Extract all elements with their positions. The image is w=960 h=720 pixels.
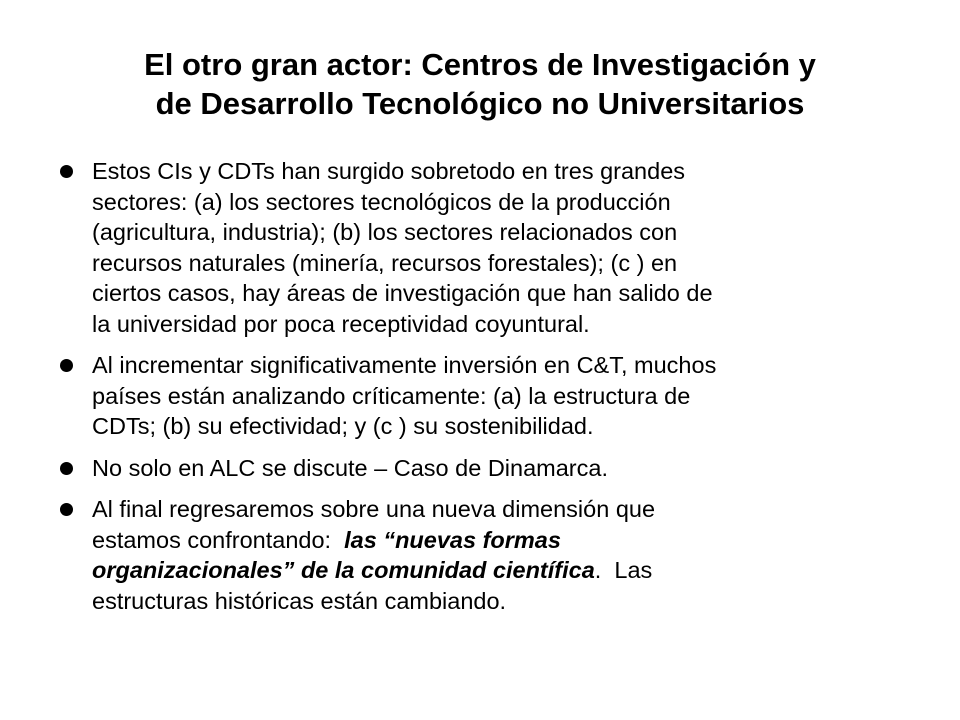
bullet-3-line-1: No solo en ALC se discute – Caso de Dinamarca. (92, 454, 608, 481)
bullet-1-line-5: ciertos casos, hay áreas de investigación que han salido de (92, 280, 713, 306)
bullet-item-2 (60, 350, 870, 442)
bullet-item-4 (60, 494, 870, 616)
bullet-1-line-6: la universidad por poca receptividad coyuntural. (92, 310, 590, 337)
title-line-1: El otro gran actor: Centros de Investigación y (144, 47, 816, 82)
bullet-dot-icon (60, 165, 73, 178)
bullet-2-line-1: Al incrementar significativamente inversión en C&T, muchos (92, 352, 717, 378)
bullet-4-line-3-plain: . Las (594, 557, 653, 583)
bullet-1-line-1: Estos CIs y CDTs han surgido sobretodo en tres grandes (92, 158, 686, 184)
bullet-4-line-3-emphasis: organizacionales” de la comunidad científica (92, 557, 595, 583)
bullet-4-line-2-plain: estamos confrontando: (92, 526, 345, 553)
title-line-2: de Desarrollo Tecnológico no Universitarios (155, 86, 805, 121)
bullet-4-line-2 (92, 525, 870, 556)
bullet-1-line-3: (agricultura, industria); (b) los sectores relacionados con (92, 219, 678, 245)
bullet-1-line-2: sectores: (a) los sectores tecnológicos de la producción (92, 188, 671, 215)
bullet-item-3 (60, 453, 870, 484)
bullet-2-line-3: CDTs; (b) su efectividad; y (c ) su sostenibilidad. (92, 413, 594, 439)
bullet-item-1 (60, 156, 870, 339)
bullet-4-line-1: Al final regresaremos sobre una nueva dimensión que (92, 496, 656, 522)
bullet-dot-icon (60, 359, 73, 372)
bullet-list (60, 156, 870, 627)
bullet-4-line-3 (92, 555, 870, 586)
bullet-4-line-4: estructuras históricas están cambiando. (92, 587, 507, 614)
slide-title (40, 45, 920, 123)
bullet-2-line-2: países están analizando críticamente: (a) la estructura de (92, 382, 691, 409)
bullet-dot-icon (60, 503, 73, 516)
bullet-1-line-4: recursos naturales (minería, recursos forestales); (c ) en (92, 249, 678, 276)
bullet-4-line-2-emphasis: las “nuevas formas (344, 526, 561, 553)
bullet-dot-icon (60, 462, 73, 475)
